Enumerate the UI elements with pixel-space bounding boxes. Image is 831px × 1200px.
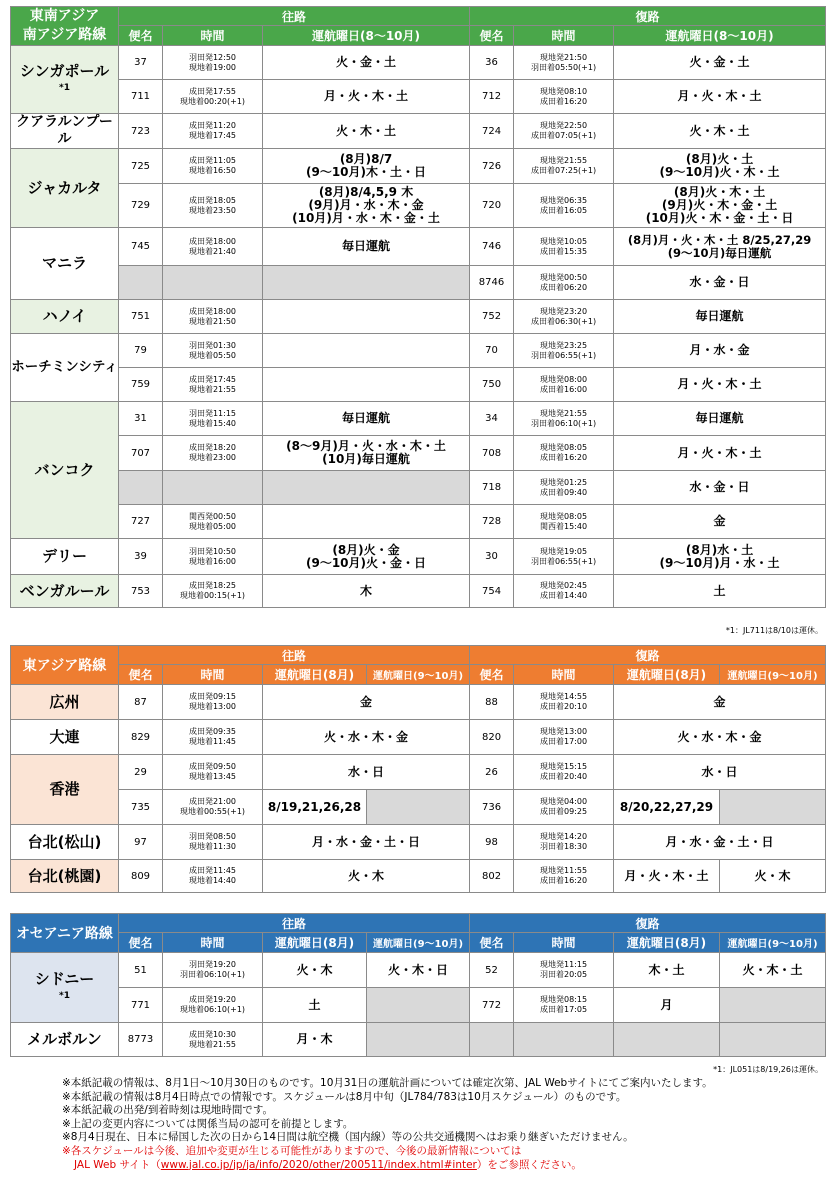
table-row	[11, 988, 826, 1023]
flight-number: 711	[119, 80, 163, 114]
operating-days	[263, 505, 470, 539]
flight-number: 723	[119, 114, 163, 149]
flight-time: 成田発09:15 現地着13:00	[163, 685, 263, 720]
flight-number: 708	[470, 436, 514, 471]
flight-number: 724	[470, 114, 514, 149]
empty-cell	[263, 266, 470, 300]
operating-days: 月・火・木・土	[614, 80, 826, 114]
table-row	[11, 860, 826, 893]
route-title: 東アジア路線	[11, 646, 119, 685]
flight-header: 便名	[119, 26, 163, 46]
operating-days: 水・日	[263, 755, 470, 790]
empty-cell	[367, 790, 470, 825]
southeast-asia-table	[10, 6, 826, 608]
flight-time: 現地発02:45 成田着14:40	[514, 575, 614, 608]
flight-number: 829	[119, 720, 163, 755]
flight-number: 718	[470, 471, 514, 505]
flight-time: 現地発08:10 成田着16:20	[514, 80, 614, 114]
flight-time: 成田発17:55 現地着00:20(+1)	[163, 80, 263, 114]
table-row	[11, 368, 826, 402]
jal-web-link[interactable]: www.jal.co.jp/jp/ja/info/2020/other/200511/index.html#inter	[160, 1158, 477, 1171]
flight-number: 26	[470, 755, 514, 790]
flight-time: 成田発19:20 現地着06:10(+1)	[163, 988, 263, 1023]
table-row	[11, 266, 826, 300]
city-delhi: デリー	[11, 539, 119, 575]
city-dalian: 大連	[11, 720, 119, 755]
days-aug-header: 運航曜日(8月)	[263, 933, 367, 953]
flight-time: 成田発21:00 現地着00:55(+1)	[163, 790, 263, 825]
time-header: 時間	[163, 933, 263, 953]
operating-days: 金	[263, 685, 470, 720]
flight-time: 関西発00:50 現地着05:00	[163, 505, 263, 539]
empty-cell	[163, 266, 263, 300]
flight-time: 成田発17:45 現地着21:55	[163, 368, 263, 402]
city-taipei-songshan: 台北(松山)	[11, 825, 119, 860]
footer-note-link-line: JAL Web サイト（www.jal.co.jp/jp/ja/info/2020/other/200511/index.html#inter）をご参照ください。	[74, 1158, 582, 1171]
footer-note: ※8月4日現在、日本に帰国した次の日から14日間は航空機（国内線）等の公共交通機関へはお乗り継ぎいただけません。	[62, 1131, 634, 1144]
flight-time: 成田発18:05 現地着23:50	[163, 184, 263, 228]
city-bengaluru: ベンガルール	[11, 575, 119, 608]
flight-number: 36	[470, 46, 514, 80]
table-row	[11, 184, 826, 228]
time-header: 時間	[514, 665, 614, 685]
flight-time: 現地発08:05 成田着16:20	[514, 436, 614, 471]
footer-note: ※上記の変更内容については関係当局の認可を前提とします。	[62, 1117, 354, 1130]
flight-time: 成田発11:45 現地着14:40	[163, 860, 263, 893]
flight-time: 現地発21:55 羽田着06:10(+1)	[514, 402, 614, 436]
operating-days: 火・木	[263, 953, 367, 988]
city-manila: マニラ	[11, 228, 119, 300]
empty-cell	[119, 266, 163, 300]
time-header: 時間	[163, 26, 263, 46]
days-aug-header: 運航曜日(8月)	[614, 933, 720, 953]
flight-number: 772	[470, 988, 514, 1023]
flight-number: 754	[470, 575, 514, 608]
empty-cell	[163, 471, 263, 505]
operating-days: 火・木・土	[614, 114, 826, 149]
operating-days: 火・木	[720, 860, 826, 893]
operating-days: 月	[614, 988, 720, 1023]
table-row	[11, 80, 826, 114]
table-row	[11, 46, 826, 80]
days-aug-header: 運航曜日(8月)	[263, 665, 367, 685]
flight-number: 37	[119, 46, 163, 80]
table-row	[11, 300, 826, 334]
table-row	[11, 720, 826, 755]
operating-days: 毎日運航	[263, 402, 470, 436]
flight-header: 便名	[470, 26, 514, 46]
flight-number: 759	[119, 368, 163, 402]
empty-cell	[263, 471, 470, 505]
days-header: 運航曜日(8〜10月)	[614, 26, 826, 46]
table-row	[11, 539, 826, 575]
flight-number: 727	[119, 505, 163, 539]
flight-number: 34	[470, 402, 514, 436]
operating-days: 火・金・土	[614, 46, 826, 80]
operating-days: (8月)8/4,5,9 木 (9月)月・水・木・金 (10月)月・水・木・金・土	[263, 184, 470, 228]
flight-number: 707	[119, 436, 163, 471]
flight-time: 現地発23:25 羽田着06:55(+1)	[514, 334, 614, 368]
flight-time: 成田発18:20 現地着23:00	[163, 436, 263, 471]
city-sydney: シドニー *1	[11, 953, 119, 1023]
operating-days: 月・水・金・土・日	[263, 825, 470, 860]
flight-time: 現地発13:00 成田着17:00	[514, 720, 614, 755]
flight-time: 羽田発19:20 羽田着06:10(+1)	[163, 953, 263, 988]
operating-days: 土	[263, 988, 367, 1023]
empty-cell	[720, 1023, 826, 1057]
operating-days: 毎日運航	[263, 228, 470, 266]
flight-time: 羽田発12:50 現地着19:00	[163, 46, 263, 80]
time-header: 時間	[514, 933, 614, 953]
footer-notes	[62, 1077, 713, 1172]
flight-time: 成田発09:35 現地着11:45	[163, 720, 263, 755]
operating-days: 月・水・金・土・日	[614, 825, 826, 860]
table-row	[11, 685, 826, 720]
footer-note-warning: ※各スケジュールは今後、追加や変更が生じる可能性がありますので、今後の最新情報については	[62, 1144, 522, 1157]
operating-days: 8/20,22,27,29	[614, 790, 720, 825]
flight-number: 750	[470, 368, 514, 402]
operating-days: 土	[614, 575, 826, 608]
table-row	[11, 790, 826, 825]
flight-time: 羽田発11:15 現地着15:40	[163, 402, 263, 436]
empty-cell	[470, 1023, 514, 1057]
flight-time: 現地発08:05 関西着15:40	[514, 505, 614, 539]
operating-days: 木	[263, 575, 470, 608]
table-row	[11, 505, 826, 539]
operating-days: (8〜9月)月・火・水・木・土 (10月)毎日運航	[263, 436, 470, 471]
days-header: 運航曜日(8〜10月)	[263, 26, 470, 46]
east-asia-table	[10, 645, 826, 893]
empty-cell	[614, 1023, 720, 1057]
flight-number: 751	[119, 300, 163, 334]
city-hanoi: ハノイ	[11, 300, 119, 334]
operating-days: 火・木・土	[720, 953, 826, 988]
flight-time: 現地発14:55 成田着20:10	[514, 685, 614, 720]
flight-number: 51	[119, 953, 163, 988]
operating-days: 水・日	[614, 755, 826, 790]
flight-number: 39	[119, 539, 163, 575]
operating-days: 金	[614, 685, 826, 720]
flight-number: 87	[119, 685, 163, 720]
table-row	[11, 436, 826, 471]
flight-time: 現地発11:15 羽田着20:05	[514, 953, 614, 988]
flight-number: 79	[119, 334, 163, 368]
flight-number: 753	[119, 575, 163, 608]
table-row	[11, 149, 826, 184]
flight-number: 802	[470, 860, 514, 893]
flight-time: 現地発10:05 成田着15:35	[514, 228, 614, 266]
flight-number: 726	[470, 149, 514, 184]
flight-number: 728	[470, 505, 514, 539]
days-sep-oct-header: 運航曜日(9〜10月)	[720, 933, 826, 953]
flight-number: 29	[119, 755, 163, 790]
operating-days: 火・木・土	[263, 114, 470, 149]
city-guangzhou: 広州	[11, 685, 119, 720]
flight-number: 97	[119, 825, 163, 860]
outbound-header: 往路	[119, 7, 470, 26]
time-header: 時間	[514, 26, 614, 46]
flight-number: 712	[470, 80, 514, 114]
city-jakarta: ジャカルタ	[11, 149, 119, 228]
outbound-header: 往路	[119, 914, 470, 933]
operating-days	[263, 334, 470, 368]
table-row	[11, 402, 826, 436]
flight-header: 便名	[470, 665, 514, 685]
operating-days: 火・水・木・金	[614, 720, 826, 755]
flight-time: 現地発01:25 成田着09:40	[514, 471, 614, 505]
flight-time: 現地発08:15 成田着17:05	[514, 988, 614, 1023]
table-row	[11, 471, 826, 505]
flight-time: 現地発08:00 成田着16:00	[514, 368, 614, 402]
operating-days: (8月)8/7 (9〜10月)木・土・日	[263, 149, 470, 184]
flight-number: 746	[470, 228, 514, 266]
city-hong-kong: 香港	[11, 755, 119, 825]
flight-header: 便名	[470, 933, 514, 953]
flight-number: 809	[119, 860, 163, 893]
flight-number: 720	[470, 184, 514, 228]
flight-time: 成田発18:25 現地着00:15(+1)	[163, 575, 263, 608]
flight-time: 成田発18:00 現地着21:40	[163, 228, 263, 266]
flight-number: 88	[470, 685, 514, 720]
operating-days: (8月)火・木・土 (9月)火・木・金・土 (10月)火・木・金・土・日	[614, 184, 826, 228]
flight-number: 52	[470, 953, 514, 988]
operating-days: 火・木	[263, 860, 470, 893]
flight-header: 便名	[119, 933, 163, 953]
table-row	[11, 228, 826, 266]
flight-time: 現地発15:15 成田着20:40	[514, 755, 614, 790]
table-row	[11, 334, 826, 368]
flight-number: 729	[119, 184, 163, 228]
flight-time: 現地発11:55 成田着16:20	[514, 860, 614, 893]
city-bangkok: バンコク	[11, 402, 119, 539]
days-aug-header: 運航曜日(8月)	[614, 665, 720, 685]
city-taipei-taoyuan: 台北(桃園)	[11, 860, 119, 893]
table-row	[11, 575, 826, 608]
flight-number: 771	[119, 988, 163, 1023]
flight-time: 羽田発08:50 現地着11:30	[163, 825, 263, 860]
flight-time: 羽田発10:50 現地着16:00	[163, 539, 263, 575]
flight-number: 820	[470, 720, 514, 755]
flight-number: 736	[470, 790, 514, 825]
days-sep-oct-header: 運航曜日(9〜10月)	[367, 665, 470, 685]
operating-days: 月・火・木・土	[614, 436, 826, 471]
flight-number: 31	[119, 402, 163, 436]
operating-days: 月・火・木・土	[263, 80, 470, 114]
operating-days: 毎日運航	[614, 402, 826, 436]
return-header: 復路	[470, 914, 826, 933]
city-singapore: シンガポール *1	[11, 46, 119, 114]
flight-number: 745	[119, 228, 163, 266]
table-row	[11, 755, 826, 790]
table-row	[11, 825, 826, 860]
flight-number: 30	[470, 539, 514, 575]
operating-days: (8月)月・火・木・土 8/25,27,29 (9〜10月)毎日運航	[614, 228, 826, 266]
footer-note: ※本紙記載の出発/到着時刻は現地時間です。	[62, 1104, 273, 1117]
flight-time: 現地発21:55 成田着07:25(+1)	[514, 149, 614, 184]
flight-time: 成田発11:20 現地着17:45	[163, 114, 263, 149]
operating-days: 毎日運航	[614, 300, 826, 334]
city-melbourne: メルボルン	[11, 1023, 119, 1057]
operating-days: 8/19,21,26,28	[263, 790, 367, 825]
operating-days: (8月)水・土 (9〜10月)月・水・土	[614, 539, 826, 575]
flight-time: 現地発23:20 成田着06:30(+1)	[514, 300, 614, 334]
route-title: オセアニア路線	[11, 914, 119, 953]
flight-time: 現地発00:50 成田着06:20	[514, 266, 614, 300]
route-title: 東南アジア 南アジア路線	[11, 7, 119, 46]
flight-time: 現地発04:00 成田着09:25	[514, 790, 614, 825]
empty-cell	[514, 1023, 614, 1057]
time-header: 時間	[163, 665, 263, 685]
operating-days: 火・水・木・金	[263, 720, 470, 755]
flight-time: 成田発11:05 現地着16:50	[163, 149, 263, 184]
sea-footnote: *1：JL711は8/10は運休。	[725, 626, 823, 635]
operating-days: 月・火・木・土	[614, 368, 826, 402]
flight-number: 70	[470, 334, 514, 368]
flight-time: 現地発22:50 成田着07:05(+1)	[514, 114, 614, 149]
operating-days: (8月)火・土 (9〜10月)火・木・土	[614, 149, 826, 184]
operating-days	[263, 368, 470, 402]
empty-cell	[720, 790, 826, 825]
operating-days: 水・金・日	[614, 471, 826, 505]
empty-cell	[367, 988, 470, 1023]
operating-days: 月・水・金	[614, 334, 826, 368]
footer-note: ※本紙記載の情報は8月4日時点での情報です。スケジュールは8月中旬（JL784/783は10月スケジュール）のものです。	[62, 1090, 627, 1103]
operating-days: 月・火・木・土	[614, 860, 720, 893]
flight-number: 98	[470, 825, 514, 860]
outbound-header: 往路	[119, 646, 470, 665]
operating-days: 木・土	[614, 953, 720, 988]
city-kuala-lumpur: クアラルンプール	[11, 114, 119, 149]
oc-footnote: *1：JL051は8/19,26は運休。	[713, 1065, 823, 1074]
flight-time: 羽田発01:30 現地着05:50	[163, 334, 263, 368]
flight-number: 735	[119, 790, 163, 825]
flight-number: 752	[470, 300, 514, 334]
operating-days: 火・金・土	[263, 46, 470, 80]
table-row	[11, 953, 826, 988]
flight-header: 便名	[119, 665, 163, 685]
operating-days	[263, 300, 470, 334]
flight-time: 現地発19:05 羽田着06:55(+1)	[514, 539, 614, 575]
flight-time: 成田発10:30 現地着21:55	[163, 1023, 263, 1057]
operating-days: (8月)火・金 (9〜10月)火・金・日	[263, 539, 470, 575]
operating-days: 金	[614, 505, 826, 539]
flight-number: 725	[119, 149, 163, 184]
flight-time: 現地発06:35 成田着16:05	[514, 184, 614, 228]
flight-number: 8773	[119, 1023, 163, 1057]
empty-cell	[367, 1023, 470, 1057]
empty-cell	[119, 471, 163, 505]
table-row	[11, 1023, 826, 1057]
days-sep-oct-header: 運航曜日(9〜10月)	[720, 665, 826, 685]
flight-time: 成田発09:50 現地着13:45	[163, 755, 263, 790]
city-ho-chi-minh: ホーチミンシティ	[11, 334, 119, 402]
footer-note: ※本紙記載の情報は、8月1日〜10月30日のものです。10月31日の運航計画については確定次第、JAL Webサイトにてご案内いたします。	[62, 1077, 713, 1089]
flight-number: 8746	[470, 266, 514, 300]
flight-time: 成田発18:00 現地着21:50	[163, 300, 263, 334]
empty-cell	[720, 988, 826, 1023]
return-header: 復路	[470, 646, 826, 665]
operating-days: 月・木	[263, 1023, 367, 1057]
days-sep-oct-header: 運航曜日(9〜10月)	[367, 933, 470, 953]
flight-time: 現地発14:20 羽田着18:30	[514, 825, 614, 860]
oceania-table	[10, 913, 826, 1057]
operating-days: 水・金・日	[614, 266, 826, 300]
return-header: 復路	[470, 7, 826, 26]
operating-days: 火・木・日	[367, 953, 470, 988]
flight-time: 現地発21:50 羽田着05:50(+1)	[514, 46, 614, 80]
table-row	[11, 114, 826, 149]
